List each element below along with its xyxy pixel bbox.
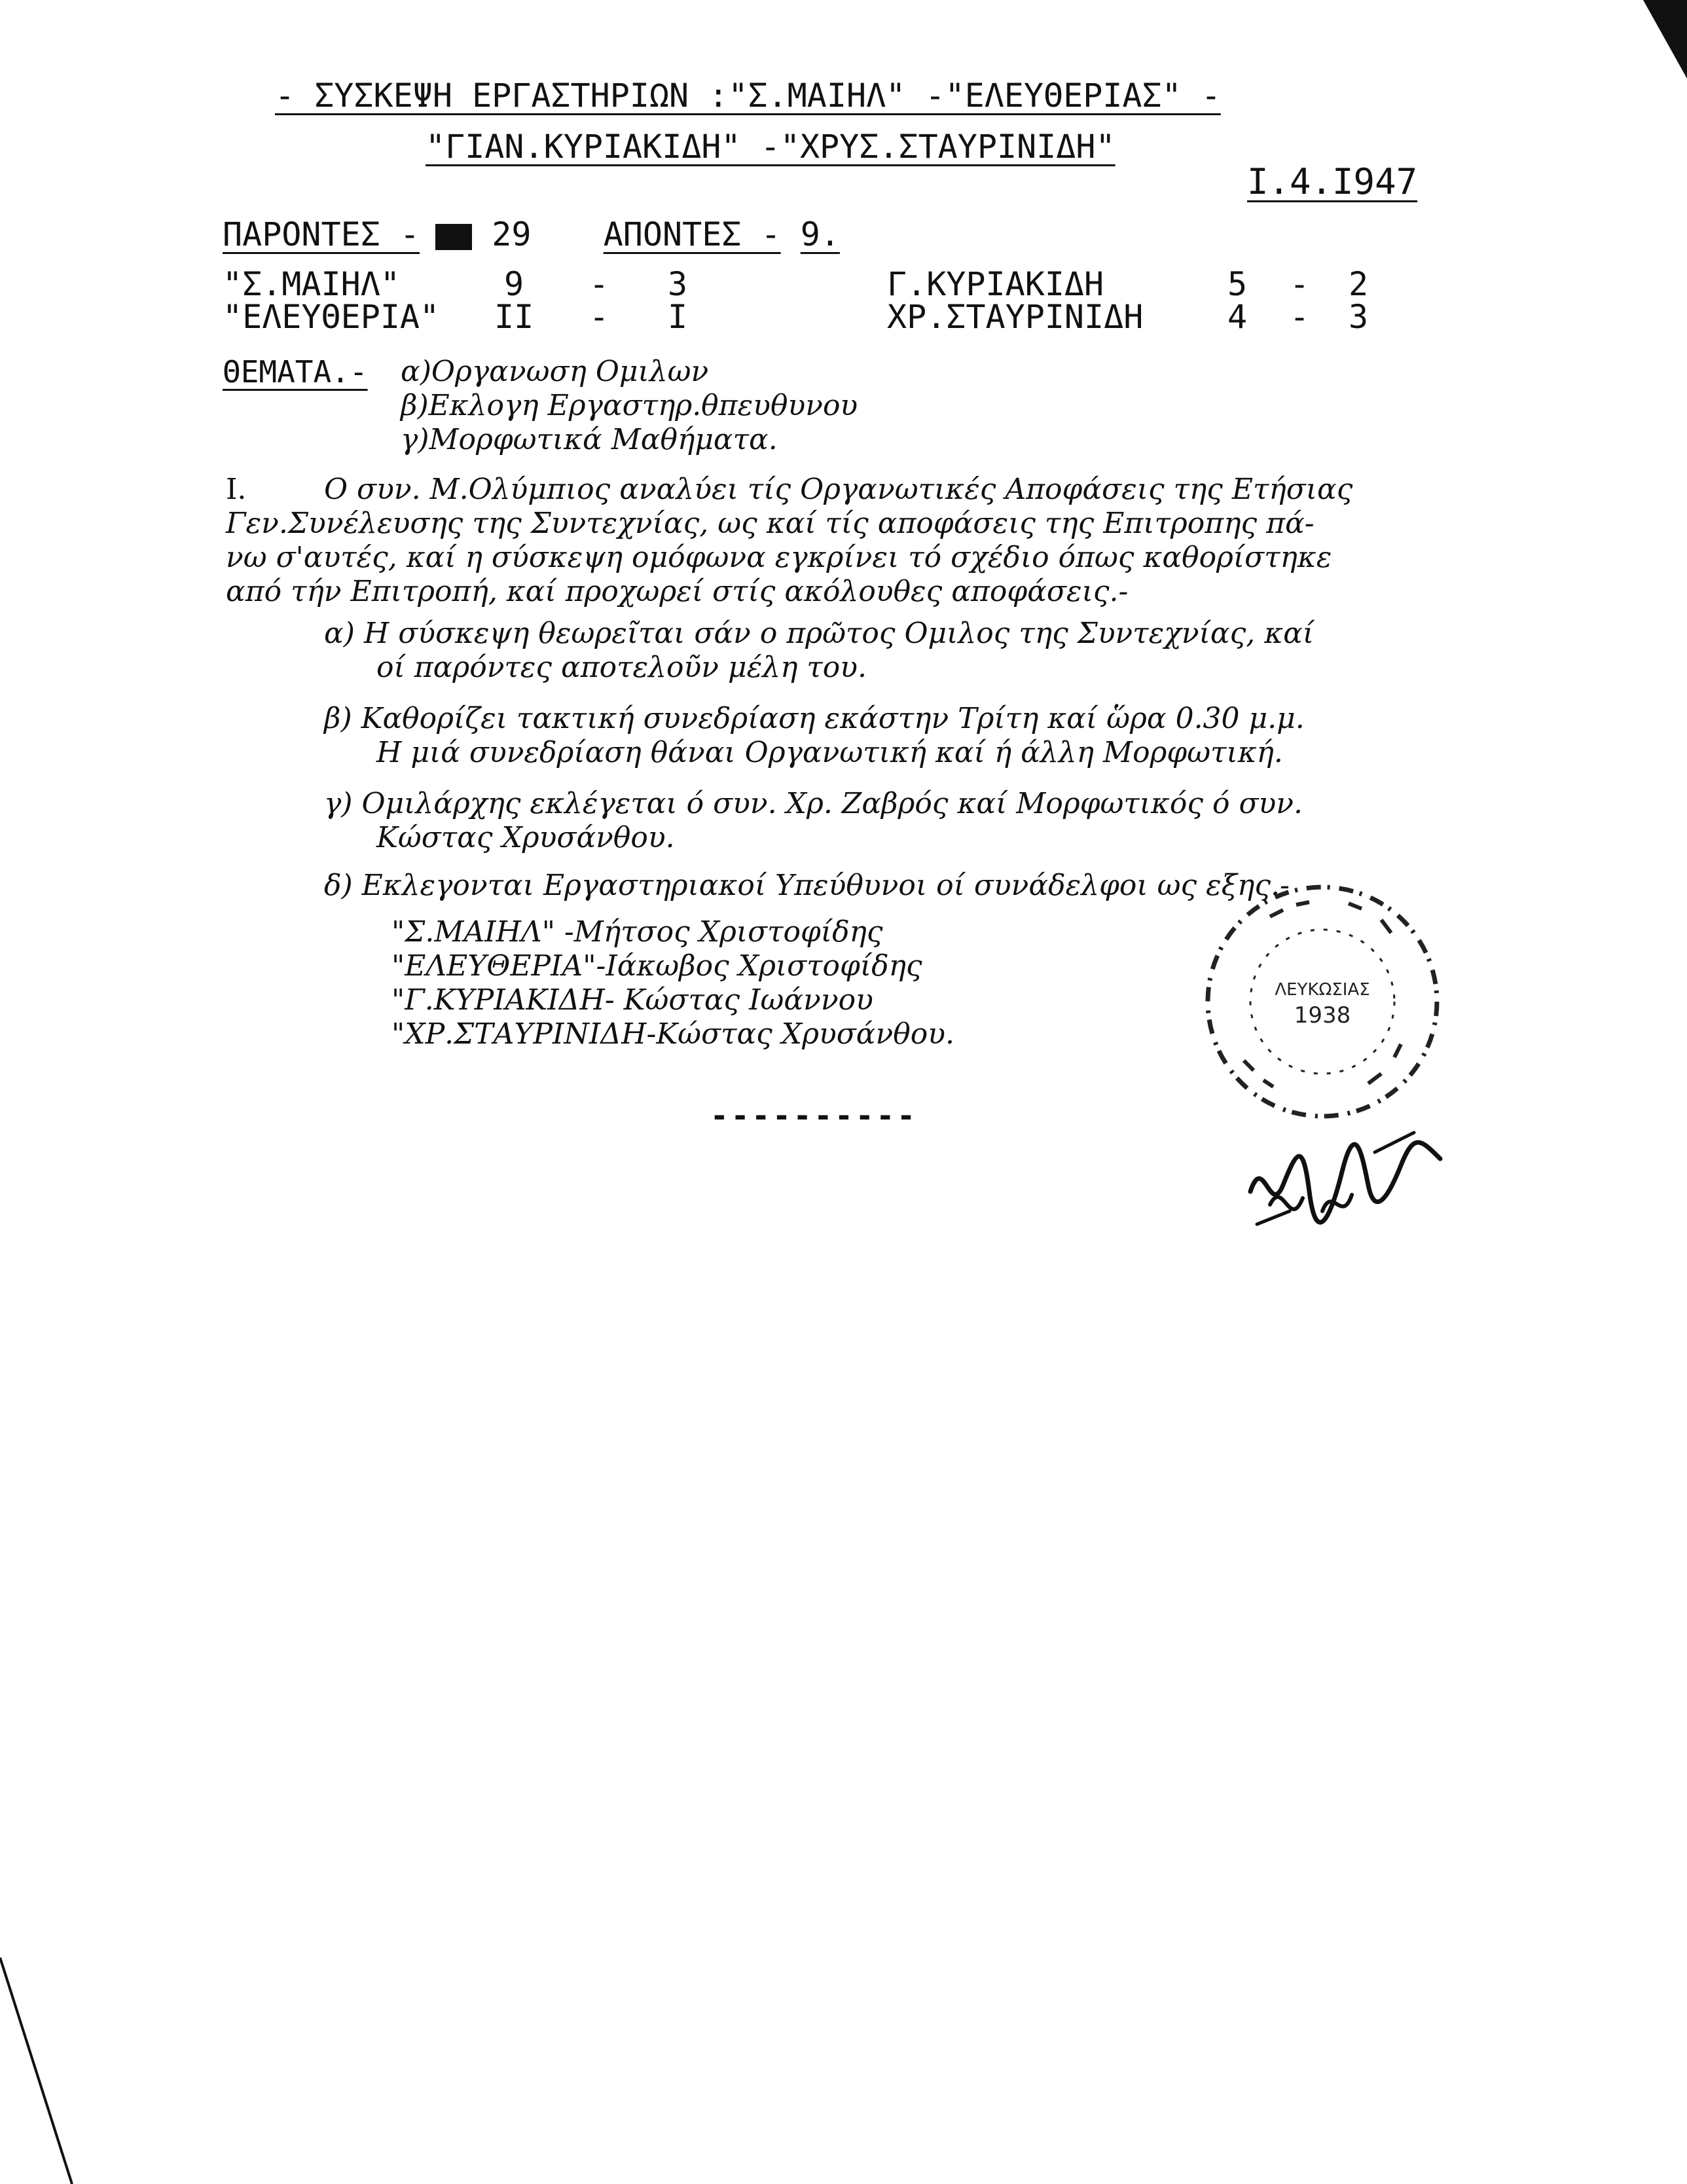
- row2-right-dash: -: [1290, 298, 1310, 336]
- organization-stamp: [1191, 871, 1453, 1133]
- present-label: ΠΑΡΟΝΤΕΣ -: [223, 215, 420, 253]
- row2-left-absent: I: [668, 298, 688, 336]
- section-paragraph-line: νω σ'αυτές, καί η σύσκεψη ομόφωνα εγκρίνει τό σχέδιο όπως καθορίστηκε: [226, 541, 1332, 574]
- decision-d-line1: δ) Εκλεγονται Εργαστηριακοί Υπεύθυνοι οί συνάδελφοι ως εξης.-: [324, 869, 1290, 902]
- decision-a-line1: α) Η σύσκεψη θεωρεῖται σάν ο πρῶτος Ομιλος της Συντεχνίας, καί: [324, 617, 1315, 650]
- decision-a-line2: οί παρόντες αποτελοῦν μέλη του.: [376, 651, 867, 684]
- present-count: 29: [492, 215, 532, 253]
- section-paragraph-line: Ο συν. Μ.Ολύμπιος αναλύει τίς Οργανωτικές Αποφάσεις της Ετήσιας: [324, 473, 1353, 506]
- absent-label: ΑΠΟΝΤΕΣ -: [603, 215, 781, 253]
- row2-right-absent: 3: [1349, 298, 1369, 336]
- decision-b-line1: β) Καθορίζει τακτική συνεδρίαση εκάστην Τρίτη καί ὥρα 0.30 μ.μ.: [324, 702, 1305, 735]
- row2-right-name: ΧΡ.ΣΤΑΥΡΙΝΙΔΗ: [887, 298, 1144, 336]
- header-line2-text: "ΓΙΑΝ.ΚΥΡΙΑΚΙΔΗ" -"ΧΡΥΣ.ΣΤΑΥΡΙΝΙΔΗ": [426, 128, 1116, 166]
- section-paragraph-line: από τήν Επιτροπή, καί προχωρεί στίς ακόλουθες αποφάσεις.-: [226, 575, 1129, 608]
- section-number: I.: [226, 473, 247, 506]
- row1-right-name: Γ.ΚΥΡΙΑΚΙΔΗ: [887, 265, 1104, 303]
- stamp-inner-text: ΛΕΥΚΩΣΙΑΣ: [1275, 980, 1370, 1000]
- responsible-entry: "ΧΡ.ΣΤΑΥΡΙΝΙΔΗ-Κώστας Χρυσάνθου.: [391, 1017, 954, 1051]
- row2-left-name: "ΕΛΕΥΘΕΡΙΑ": [223, 298, 440, 336]
- row1-right-dash: -: [1290, 265, 1310, 303]
- decision-c-line2: Κώστας Χρυσάνθου.: [376, 821, 675, 854]
- topic-item-c: γ)Μορφωτικά Μαθήματα.: [401, 423, 778, 456]
- row2-left-dash: -: [589, 298, 609, 336]
- decision-c-line1: γ) Ομιλάρχης εκλέγεται ό συν. Χρ. Ζαβρός καί Μορφωτικός ό συν.: [324, 787, 1303, 820]
- row1-left-absent: 3: [668, 265, 688, 303]
- row1-right-present: 5: [1227, 265, 1248, 303]
- closing-separator: ----------: [710, 1098, 918, 1133]
- row1-left-dash: -: [589, 265, 609, 303]
- absent-count: 9.: [800, 215, 840, 253]
- topic-item-b: β)Εκλογη Εργαστηρ.θπευθυνου: [401, 389, 858, 422]
- topics-label: ΘΕΜΑΤΑ.-: [223, 354, 368, 390]
- row1-left-name: "Σ.ΜΑΙΗΛ": [223, 265, 400, 303]
- strikeout-mark: [435, 224, 472, 250]
- scan-edge-mark: [0, 1957, 79, 2184]
- header-title-line2: [426, 128, 1116, 165]
- row1-right-absent: 2: [1349, 265, 1369, 303]
- responsible-entry: "Σ.ΜΑΙΗΛ" -Μήτσος Χριστοφίδης: [391, 915, 883, 949]
- row1-left-present: 9: [504, 265, 524, 303]
- decision-b-line2: Η μιά συνεδρίαση θάναι Οργανωτική καί ή άλλη Μορφωτική.: [376, 736, 1283, 769]
- scan-corner-fold: [1630, 0, 1687, 79]
- document-date: I.4.I947: [1247, 161, 1418, 202]
- row2-left-present: II: [494, 298, 534, 336]
- handwritten-signature: [1244, 1113, 1460, 1244]
- attendance-summary: [223, 216, 840, 253]
- row2-right-present: 4: [1227, 298, 1248, 336]
- topic-item-a: α)Οργανωση Ομιλων: [401, 355, 709, 388]
- stamp-year: 1938: [1294, 1002, 1351, 1028]
- responsible-entry: "Γ.ΚΥΡΙΑΚΙΔΗ- Κώστας Ιωάννου: [391, 983, 873, 1017]
- responsible-entry: "ΕΛΕΥΘΕΡΙΑ"-Ιάκωβος Χριστοφίδης: [391, 949, 922, 983]
- section-paragraph-line: Γεν.Συνέλευσης της Συντεχνίας, ως καί τίς αποφάσεις της Επιτροπης πά-: [226, 507, 1315, 540]
- header-title-line1: [275, 77, 1221, 114]
- header-line1-text: - ΣΥΣΚΕΨΗ ΕΡΓΑΣΤΗΡΙΩΝ :"Σ.ΜΑΙΗΛ" -"ΕΛΕΥΘΕΡΙΑΣ" -: [275, 77, 1221, 115]
